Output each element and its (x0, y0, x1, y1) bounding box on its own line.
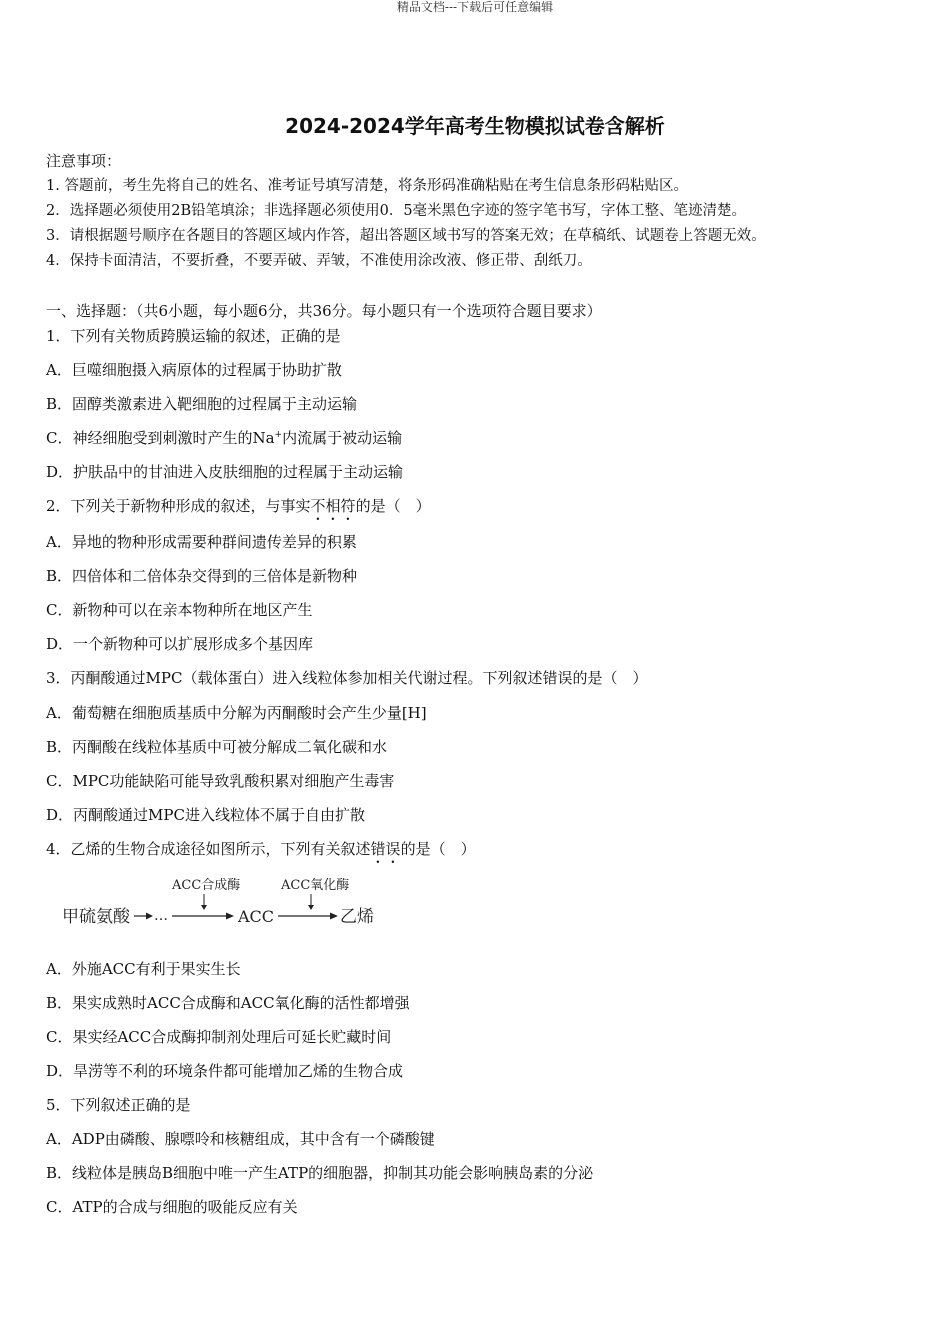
question-2-option-d: D．一个新物种可以扩展形成多个基因库 (46, 635, 314, 653)
sodium-charge: + (274, 430, 283, 440)
question-1-option-a: A．巨噬细胞摄入病原体的过程属于协助扩散 (46, 361, 342, 379)
note-item-3: 3．请根据题号顺序在各题目的答题区域内作答，超出答题区域书写的答案无效；在草稿纸、试题卷上答题无效。 (46, 228, 766, 244)
question-5-option-b: B．线粒体是胰岛B细胞中唯一产生ATP的细胞器，抑制其功能会影响胰岛素的分泌 (46, 1164, 594, 1182)
stem-text-rest: 的是（ ） (355, 497, 431, 515)
reaction-arrowhead-start (146, 913, 153, 920)
question-4-option-b: B．果实成熟时ACC合成酶和ACC氧化酶的活性都增强 (46, 994, 410, 1012)
question-2-option-c: C．新物种可以在亲本物种所在地区产生 (46, 601, 313, 619)
product-ethylene: 乙烯 (340, 907, 374, 927)
question-3-option-d: D．丙酮酸通过MPC进入线粒体不属于自由扩散 (46, 806, 365, 824)
question-2-stem (46, 496, 431, 524)
note-item-4: 4．保持卡面清洁，不要折叠，不要弄破、弄皱，不准使用涂改液、修正带、刮纸刀。 (46, 253, 592, 269)
section-heading: 一、选择题：（共6小题，每小题6分，共36分。每小题只有一个选项符合题目要求） (46, 302, 602, 320)
reaction-arrowhead-2 (330, 913, 338, 920)
option-c-text-rest: 内流属于被动运输 (282, 429, 403, 447)
substrate-methionine: 甲硫氨酸 (62, 907, 130, 927)
stem-text-rest: 的是（ ） (400, 840, 476, 858)
question-2-option-b: B．四倍体和二倍体杂交得到的三倍体是新物种 (46, 567, 358, 585)
ethylene-pathway-diagram (56, 872, 396, 932)
stem-text: 2．下列关于新物种形成的叙述，与事实 (46, 497, 311, 515)
question-1-option-c (46, 428, 402, 448)
option-c-text: C．神经细胞受到刺激时产生的Na (46, 429, 275, 447)
note-item-1: 1. 答题前，考生先将自己的姓名、准考证号填写清楚，将条形码准确粘贴在考生信息条形码粘贴区。 (46, 178, 688, 194)
enzyme-arrowhead-2 (308, 905, 314, 910)
enzyme-label-acc-oxidase: ACC氧化酶 (281, 878, 350, 893)
question-4-option-d: D．旱涝等不利的环境条件都可能增加乙烯的生物合成 (46, 1062, 404, 1080)
intermediate-steps: … (154, 908, 168, 924)
question-1-option-d: D．护肤品中的甘油进入皮肤细胞的过程属于主动运输 (46, 463, 404, 481)
question-1-option-b: B．固醇类激素进入靶细胞的过程属于主动运输 (46, 395, 358, 413)
question-5-option-c: C．ATP的合成与细胞的吸能反应有关 (46, 1198, 298, 1216)
question-3-option-b: B．丙酮酸在线粒体基质中可被分解成二氧化碳和水 (46, 738, 388, 756)
question-2-option-a: A．异地的物种形成需要种群间遗传差异的积累 (46, 533, 357, 551)
enzyme-arrowhead-1 (201, 905, 207, 910)
note-item-2: 2．选择题必须使用2B铅笔填涂；非选择题必须使用0．5毫米黑色字迹的签字笔书写，字体工整、笔迹清楚。 (46, 203, 747, 219)
question-5-option-a: A．ADP由磷酸、腺嘌呤和核糖组成，其中含有一个磷酸键 (46, 1130, 435, 1148)
stem-text: 4．乙烯的生物合成途径如图所示，下列有关叙述 (46, 840, 371, 858)
question-3-option-a: A．葡萄糖在细胞质基质中分解为丙酮酸时会产生少量[H] (46, 704, 427, 722)
question-5-stem: 5．下列叙述正确的是 (46, 1096, 191, 1114)
page-title: 2024-2024学年高考生物模拟试卷含解析 (285, 114, 665, 138)
question-4-stem (46, 839, 476, 867)
question-4-option-a: A．外施ACC有利于果实生长 (46, 960, 241, 978)
emphasized-text: 错误 (370, 840, 401, 858)
page-header: 精品文档---下载后可任意编辑 (396, 0, 554, 14)
intermediate-acc: ACC (238, 907, 275, 926)
reaction-arrowhead-1 (226, 913, 234, 920)
emphasized-text: 不相符 (310, 497, 356, 515)
question-1-stem: 1．下列有关物质跨膜运输的叙述，正确的是 (46, 327, 341, 345)
question-4-option-c: C．果实经ACC合成酶抑制剂处理后可延长贮藏时间 (46, 1028, 392, 1046)
question-3-option-c: C．MPC功能缺陷可能导致乳酸积累对细胞产生毒害 (46, 772, 395, 790)
notes-heading: 注意事项： (46, 152, 122, 170)
enzyme-label-acc-synthase: ACC合成酶 (172, 878, 241, 893)
question-3-stem: 3．丙酮酸通过MPC（载体蛋白）进入线粒体参加相关代谢过程。下列叙述错误的是（ ） (46, 669, 648, 687)
